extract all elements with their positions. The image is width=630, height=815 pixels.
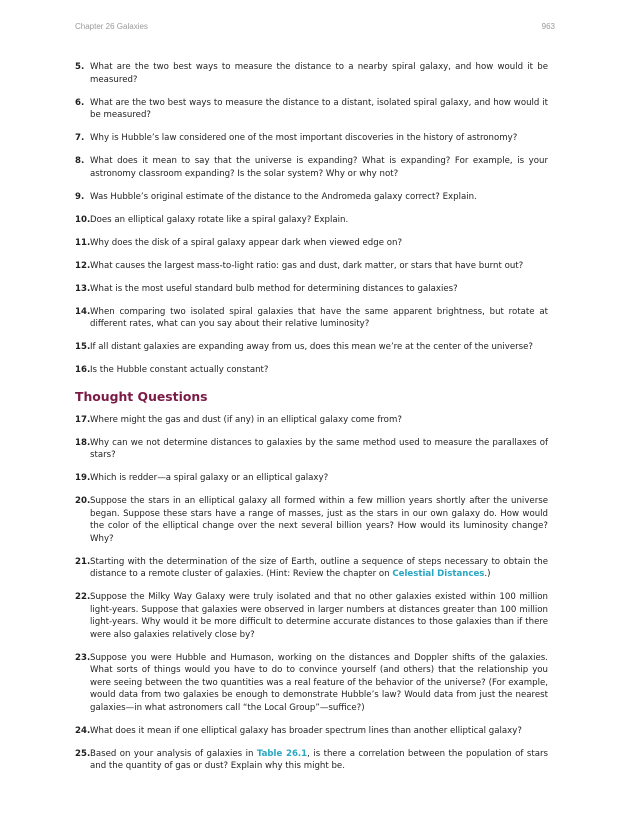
question-number: 18. bbox=[75, 437, 91, 448]
question-text-part: .) bbox=[484, 569, 491, 579]
chapter-title: Chapter 26 Galaxies bbox=[75, 22, 148, 31]
question-number: 23. bbox=[75, 652, 91, 663]
questions-content bbox=[75, 61, 548, 773]
question-number: 19. bbox=[75, 473, 91, 483]
page-number: 963 bbox=[541, 22, 555, 31]
question-text: When comparing two isolated spiral galaxies that have the same apparent brightness, but rotate at different rates, what can you say about their relative luminosity? bbox=[90, 306, 548, 329]
question-number: 21. bbox=[75, 556, 91, 567]
question-number: 10. bbox=[75, 214, 91, 225]
question-text: Is the Hubble constant actually constant? bbox=[90, 365, 269, 375]
question-text: If all distant galaxies are expanding away from us, does this mean we’re at the center of the universe? bbox=[90, 342, 533, 352]
question-item bbox=[75, 132, 548, 145]
question-text: Why does the disk of a spiral galaxy appear dark when viewed edge on? bbox=[90, 237, 403, 248]
question-item bbox=[75, 237, 548, 250]
question-number: 11. bbox=[75, 237, 91, 248]
review-questions-list bbox=[75, 61, 548, 377]
question-number: 5. bbox=[75, 62, 85, 72]
question-text-part: Starting with the determination of the size of Earth, outline a sequence of steps necessary to obtain the distance to a remote cluster of galaxies. (Hint: Review the chapter on bbox=[90, 556, 548, 579]
question-text: What does it mean if one elliptical galaxy has broader spectrum lines than another elliptical galaxy? bbox=[90, 725, 522, 736]
question-item bbox=[75, 437, 548, 462]
question-item bbox=[75, 556, 548, 581]
question-text-part: Based on your analysis of galaxies in bbox=[90, 748, 257, 759]
question-text bbox=[90, 748, 548, 773]
question-number: 17. bbox=[75, 414, 91, 425]
question-item bbox=[75, 472, 548, 485]
question-item bbox=[75, 495, 548, 545]
question-number: 16. bbox=[75, 365, 91, 375]
question-text: Which is redder—a spiral galaxy or an elliptical galaxy? bbox=[90, 473, 329, 483]
question-text: Where might the gas and dust (if any) in an elliptical galaxy come from? bbox=[90, 414, 402, 425]
question-item bbox=[75, 191, 548, 204]
page-header bbox=[75, 22, 555, 31]
question-number: 9. bbox=[75, 191, 85, 202]
question-text: What is the most useful standard bulb method for determining distances to galaxies? bbox=[90, 283, 458, 294]
table-26-1-link[interactable]: Table 26.1 bbox=[256, 748, 308, 759]
question-item bbox=[75, 306, 548, 331]
question-text bbox=[90, 556, 548, 581]
question-text: Does an elliptical galaxy rotate like a spiral galaxy? Explain. bbox=[90, 214, 349, 225]
question-text: What are the two best ways to measure the distance to a nearby spiral galaxy, and how would it be measured? bbox=[90, 62, 548, 85]
question-text: What are the two best ways to measure the distance to a distant, isolated spiral galaxy, and how would it be measured? bbox=[90, 97, 548, 120]
question-text: What causes the largest mass-to-light ratio: gas and dust, dark matter, or stars that have burnt out? bbox=[90, 260, 524, 271]
question-text: What does it mean to say that the universe is expanding? What is expanding? For example, is your astronomy classroom expanding? Is the solar system? Why or why not? bbox=[90, 156, 548, 179]
question-item bbox=[75, 61, 548, 86]
question-number: 15. bbox=[75, 342, 91, 352]
question-number: 25. bbox=[75, 748, 91, 759]
question-text: Was Hubble’s original estimate of the distance to the Andromeda galaxy correct? Explain. bbox=[90, 191, 477, 202]
question-item bbox=[75, 725, 548, 738]
question-text-part: , is there a correlation between the population of stars and the quantity of gas or dust? Explain why this might be. bbox=[90, 748, 548, 771]
question-item bbox=[75, 591, 548, 641]
section-title: Thought Questions bbox=[75, 388, 208, 404]
celestial-distances-link[interactable]: Celestial Distances bbox=[392, 569, 485, 579]
question-number: 22. bbox=[75, 592, 91, 602]
question-item bbox=[75, 283, 548, 296]
question-number: 8. bbox=[75, 156, 85, 166]
question-number: 14. bbox=[75, 306, 91, 317]
question-item bbox=[75, 155, 548, 180]
question-text: Why is Hubble’s law considered one of the most important discoveries in the history of astronomy? bbox=[90, 133, 518, 143]
question-number: 20. bbox=[75, 496, 91, 506]
question-text: Suppose the Milky Way Galaxy were truly isolated and that no other galaxies existed within 100 million light-years. Suppose that galaxies were observed in larger numbers at distances greater than 100 million light-years. Why would it be more difficult to determine accurate distances to those galaxies than if there were also galaxies relatively close by? bbox=[90, 592, 548, 640]
question-item bbox=[75, 214, 548, 227]
question-number: 13. bbox=[75, 283, 91, 294]
question-number: 6. bbox=[75, 97, 85, 108]
question-text: Suppose you were Hubble and Humason, working on the distances and Doppler shifts of the galaxies. What sorts of things would you have to do to convince yourself (and others) that the relationship you were seeing between the two quantities was a real feature of the behavior of the universe? (For example, would data from two galaxies be enough to demonstrate Hubble’s law? Would data from just the nearest galaxies—in what astronomers call “the Local Group”—suffice?) bbox=[90, 652, 548, 713]
question-item bbox=[75, 652, 548, 715]
question-text: Suppose the stars in an elliptical galaxy all formed within a few million years shortly after the universe began. Suppose these stars have a range of masses, just as the stars in our own galaxy do. How would the color of the elliptical change over the next several billion years? How would its luminosity change? Why? bbox=[90, 496, 548, 544]
question-item bbox=[75, 97, 548, 122]
question-item bbox=[75, 260, 548, 273]
question-number: 24. bbox=[75, 725, 91, 736]
question-text: Why can we not determine distances to galaxies by the same method used to measure the parallaxes of stars? bbox=[90, 437, 548, 460]
question-item bbox=[75, 364, 548, 377]
question-item bbox=[75, 414, 548, 427]
question-item bbox=[75, 748, 548, 773]
question-number: 7. bbox=[75, 133, 85, 143]
question-item bbox=[75, 341, 548, 354]
question-number: 12. bbox=[75, 260, 91, 271]
